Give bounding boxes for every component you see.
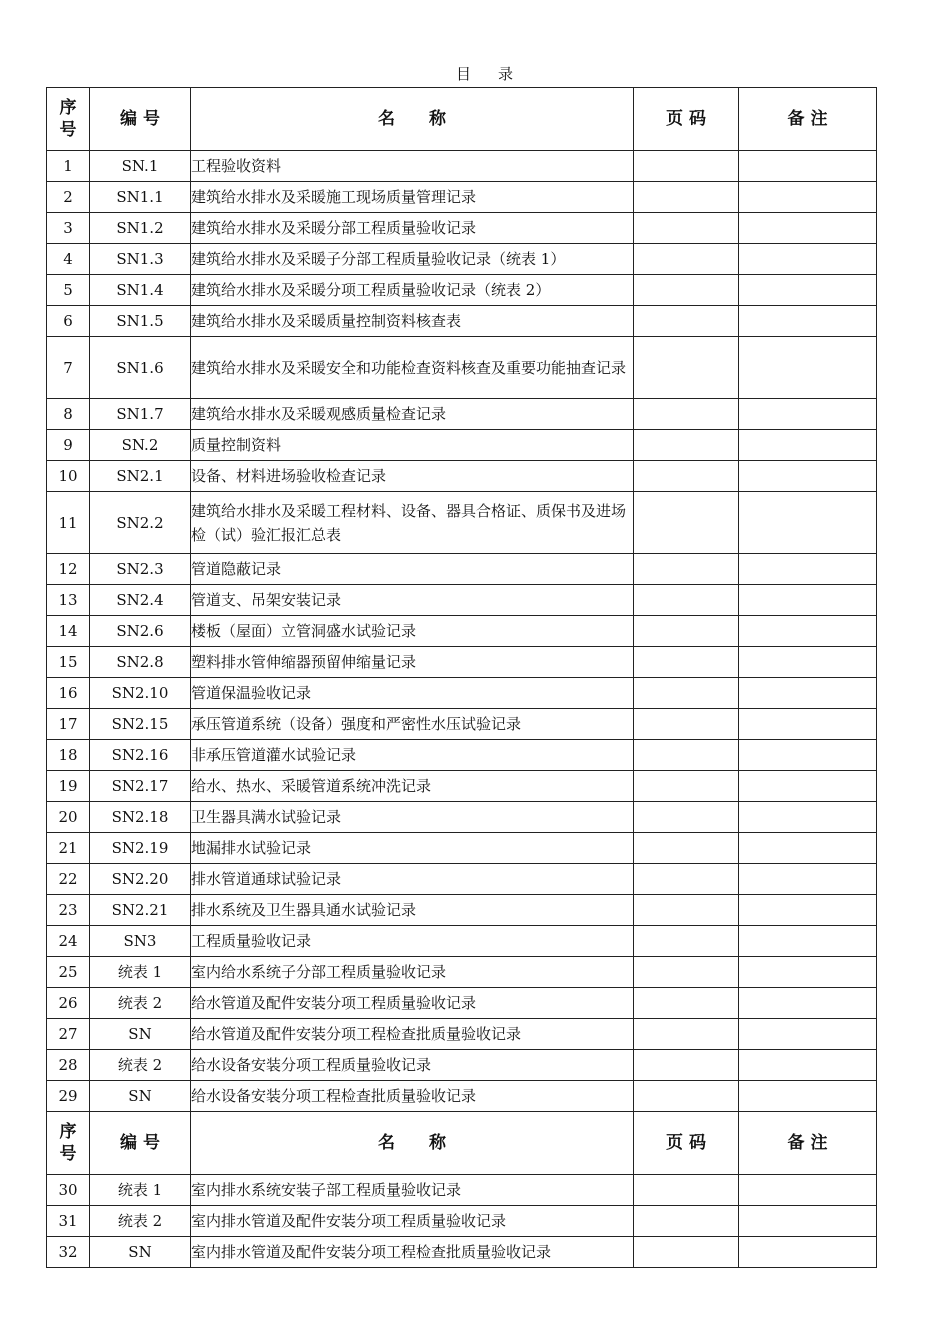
row-name: 卫生器具满水试验记录: [191, 802, 634, 833]
row-number: 24: [47, 926, 90, 957]
row-page-cell: [634, 1237, 739, 1268]
row-name: 建筑给水排水及采暖施工现场质量管理记录: [191, 182, 634, 213]
table-row: [47, 864, 877, 895]
header-code: 编 号: [90, 1112, 191, 1175]
row-name: 室内给水系统子分部工程质量验收记录: [191, 957, 634, 988]
row-code: SN2.15: [90, 709, 191, 740]
row-page-cell: [634, 1206, 739, 1237]
table-row: [47, 802, 877, 833]
row-note-cell: [739, 616, 877, 647]
row-note-cell: [739, 1175, 877, 1206]
row-name: 建筑给水排水及采暖工程材料、设备、器具合格证、质保书及进场检（试）验汇报汇总表: [191, 492, 634, 554]
row-code: SN1.4: [90, 275, 191, 306]
table-row: [47, 306, 877, 337]
row-code: SN2.10: [90, 678, 191, 709]
row-number: 2: [47, 182, 90, 213]
row-code: SN2.20: [90, 864, 191, 895]
row-note-cell: [739, 926, 877, 957]
row-code: SN2.1: [90, 461, 191, 492]
header-note: 备 注: [739, 1112, 877, 1175]
row-code: 统表 2: [90, 1050, 191, 1081]
row-number: 15: [47, 647, 90, 678]
row-page-cell: [634, 864, 739, 895]
row-page-cell: [634, 1050, 739, 1081]
table-row: [47, 1081, 877, 1112]
header-no: 序号: [47, 88, 90, 151]
row-number: 13: [47, 585, 90, 616]
row-name: 管道隐蔽记录: [191, 554, 634, 585]
row-note-cell: [739, 678, 877, 709]
row-name: 建筑给水排水及采暖分项工程质量验收记录（统表 2）: [191, 275, 634, 306]
table-header-row: [47, 1112, 877, 1175]
row-note-cell: [739, 585, 877, 616]
row-number: 29: [47, 1081, 90, 1112]
row-note-cell: [739, 554, 877, 585]
table-row: [47, 337, 877, 399]
row-page-cell: [634, 492, 739, 554]
row-number: 32: [47, 1237, 90, 1268]
row-page-cell: [634, 430, 739, 461]
row-number: 19: [47, 771, 90, 802]
row-name: 管道保温验收记录: [191, 678, 634, 709]
row-number: 1: [47, 151, 90, 182]
row-name: 排水系统及卫生器具通水试验记录: [191, 895, 634, 926]
row-note-cell: [739, 771, 877, 802]
row-name: 工程验收资料: [191, 151, 634, 182]
table-row: [47, 461, 877, 492]
header-page: 页 码: [634, 1112, 739, 1175]
table-row: [47, 988, 877, 1019]
table-row: [47, 678, 877, 709]
row-number: 10: [47, 461, 90, 492]
row-number: 27: [47, 1019, 90, 1050]
row-code: SN1.5: [90, 306, 191, 337]
header-page: 页 码: [634, 88, 739, 151]
table-header-row: [47, 88, 877, 151]
table-row: [47, 647, 877, 678]
row-note-cell: [739, 802, 877, 833]
row-code: SN2.6: [90, 616, 191, 647]
page-title: 目 录: [455, 65, 519, 83]
row-page-cell: [634, 833, 739, 864]
row-number: 28: [47, 1050, 90, 1081]
row-code: SN1.6: [90, 337, 191, 399]
row-code: 统表 2: [90, 1206, 191, 1237]
row-number: 11: [47, 492, 90, 554]
row-name: 给水管道及配件安装分项工程检查批质量验收记录: [191, 1019, 634, 1050]
table-row: [47, 709, 877, 740]
table-row: [47, 151, 877, 182]
row-code: SN1.3: [90, 244, 191, 275]
row-page-cell: [634, 740, 739, 771]
row-code: 统表 2: [90, 988, 191, 1019]
row-name: 工程质量验收记录: [191, 926, 634, 957]
row-page-cell: [634, 957, 739, 988]
row-note-cell: [739, 1237, 877, 1268]
row-note-cell: [739, 647, 877, 678]
row-number: 9: [47, 430, 90, 461]
row-name: 建筑给水排水及采暖分部工程质量验收记录: [191, 213, 634, 244]
row-note-cell: [739, 957, 877, 988]
row-page-cell: [634, 1081, 739, 1112]
row-note-cell: [739, 988, 877, 1019]
row-number: 21: [47, 833, 90, 864]
row-page-cell: [634, 895, 739, 926]
row-page-cell: [634, 461, 739, 492]
row-note-cell: [739, 337, 877, 399]
table-row: [47, 213, 877, 244]
row-code: SN1.7: [90, 399, 191, 430]
header-name: 名 称: [191, 88, 634, 151]
row-note-cell: [739, 1206, 877, 1237]
row-name: 楼板（屋面）立管洞盛水试验记录: [191, 616, 634, 647]
row-page-cell: [634, 802, 739, 833]
header-note: 备 注: [739, 88, 877, 151]
row-number: 5: [47, 275, 90, 306]
row-note-cell: [739, 213, 877, 244]
row-name: 室内排水管道及配件安装分项工程质量验收记录: [191, 1206, 634, 1237]
row-name: 质量控制资料: [191, 430, 634, 461]
row-number: 30: [47, 1175, 90, 1206]
row-note-cell: [739, 306, 877, 337]
table-row: [47, 492, 877, 554]
row-name: 给水、热水、采暖管道系统冲洗记录: [191, 771, 634, 802]
row-note-cell: [739, 430, 877, 461]
row-note-cell: [739, 492, 877, 554]
row-name: 给水设备安装分项工程检查批质量验收记录: [191, 1081, 634, 1112]
row-page-cell: [634, 151, 739, 182]
row-code: SN2.18: [90, 802, 191, 833]
row-code: SN2.17: [90, 771, 191, 802]
row-page-cell: [634, 1175, 739, 1206]
row-note-cell: [739, 864, 877, 895]
row-page-cell: [634, 554, 739, 585]
row-note-cell: [739, 399, 877, 430]
table-row: [47, 554, 877, 585]
table-row: [47, 244, 877, 275]
row-page-cell: [634, 678, 739, 709]
row-page-cell: [634, 1019, 739, 1050]
row-number: 26: [47, 988, 90, 1019]
row-number: 25: [47, 957, 90, 988]
row-code: SN2.8: [90, 647, 191, 678]
row-name: 建筑给水排水及采暖子分部工程质量验收记录（统表 1）: [191, 244, 634, 275]
row-code: SN2.3: [90, 554, 191, 585]
row-note-cell: [739, 182, 877, 213]
row-name: 建筑给水排水及采暖安全和功能检查资料核查及重要功能抽查记录: [191, 337, 634, 399]
row-name: 设备、材料进场验收检查记录: [191, 461, 634, 492]
row-name: 建筑给水排水及采暖质量控制资料核查表: [191, 306, 634, 337]
row-number: 7: [47, 337, 90, 399]
row-code: SN3: [90, 926, 191, 957]
table-row: [47, 895, 877, 926]
header-code: 编 号: [90, 88, 191, 151]
row-code: SN2.16: [90, 740, 191, 771]
row-code: SN.1: [90, 151, 191, 182]
row-page-cell: [634, 399, 739, 430]
table-row: [47, 1175, 877, 1206]
row-note-cell: [739, 461, 877, 492]
row-page-cell: [634, 182, 739, 213]
row-page-cell: [634, 988, 739, 1019]
row-code: 统表 1: [90, 1175, 191, 1206]
row-code: SN: [90, 1019, 191, 1050]
table-row: [47, 399, 877, 430]
row-page-cell: [634, 709, 739, 740]
row-page-cell: [634, 616, 739, 647]
row-number: 18: [47, 740, 90, 771]
row-name: 给水管道及配件安装分项工程质量验收记录: [191, 988, 634, 1019]
table-row: [47, 1019, 877, 1050]
row-number: 6: [47, 306, 90, 337]
row-number: 8: [47, 399, 90, 430]
row-code: SN1.2: [90, 213, 191, 244]
table-row: [47, 771, 877, 802]
row-name: 给水设备安装分项工程质量验收记录: [191, 1050, 634, 1081]
row-name: 室内排水管道及配件安装分项工程检查批质量验收记录: [191, 1237, 634, 1268]
row-number: 31: [47, 1206, 90, 1237]
row-page-cell: [634, 306, 739, 337]
row-page-cell: [634, 275, 739, 306]
row-name: 管道支、吊架安装记录: [191, 585, 634, 616]
row-page-cell: [634, 926, 739, 957]
table-row: [47, 833, 877, 864]
row-page-cell: [634, 337, 739, 399]
row-number: 17: [47, 709, 90, 740]
row-note-cell: [739, 1050, 877, 1081]
table-row: [47, 275, 877, 306]
row-name: 塑料排水管伸缩器预留伸缩量记录: [191, 647, 634, 678]
row-note-cell: [739, 740, 877, 771]
row-number: 3: [47, 213, 90, 244]
row-code: SN.2: [90, 430, 191, 461]
row-name: 排水管道通球试验记录: [191, 864, 634, 895]
row-number: 4: [47, 244, 90, 275]
row-page-cell: [634, 771, 739, 802]
header-no: 序号: [47, 1112, 90, 1175]
row-name: 地漏排水试验记录: [191, 833, 634, 864]
table-row: [47, 926, 877, 957]
row-number: 12: [47, 554, 90, 585]
row-number: 20: [47, 802, 90, 833]
header-name: 名 称: [191, 1112, 634, 1175]
row-note-cell: [739, 1019, 877, 1050]
row-note-cell: [739, 833, 877, 864]
table-row: [47, 182, 877, 213]
row-name: 承压管道系统（设备）强度和严密性水压试验记录: [191, 709, 634, 740]
row-number: 16: [47, 678, 90, 709]
row-page-cell: [634, 647, 739, 678]
row-note-cell: [739, 275, 877, 306]
row-name: 非承压管道灌水试验记录: [191, 740, 634, 771]
row-code: SN1.1: [90, 182, 191, 213]
row-note-cell: [739, 1081, 877, 1112]
row-page-cell: [634, 213, 739, 244]
row-code: SN: [90, 1237, 191, 1268]
table-row: [47, 430, 877, 461]
row-note-cell: [739, 151, 877, 182]
contents-table-body: [47, 88, 877, 1268]
table-row: [47, 957, 877, 988]
table-row: [47, 1237, 877, 1268]
table-row: [47, 740, 877, 771]
row-code: SN2.2: [90, 492, 191, 554]
row-note-cell: [739, 895, 877, 926]
contents-table: [46, 87, 877, 1268]
row-name: 室内排水系统安装子部工程质量验收记录: [191, 1175, 634, 1206]
table-row: [47, 1206, 877, 1237]
row-page-cell: [634, 585, 739, 616]
row-note-cell: [739, 709, 877, 740]
row-code: SN2.4: [90, 585, 191, 616]
table-row: [47, 585, 877, 616]
table-row: [47, 616, 877, 647]
row-code: 统表 1: [90, 957, 191, 988]
row-number: 22: [47, 864, 90, 895]
row-name: 建筑给水排水及采暖观感质量检查记录: [191, 399, 634, 430]
table-row: [47, 1050, 877, 1081]
row-number: 23: [47, 895, 90, 926]
row-number: 14: [47, 616, 90, 647]
row-note-cell: [739, 244, 877, 275]
row-code: SN2.21: [90, 895, 191, 926]
row-code: SN2.19: [90, 833, 191, 864]
row-page-cell: [634, 244, 739, 275]
row-code: SN: [90, 1081, 191, 1112]
